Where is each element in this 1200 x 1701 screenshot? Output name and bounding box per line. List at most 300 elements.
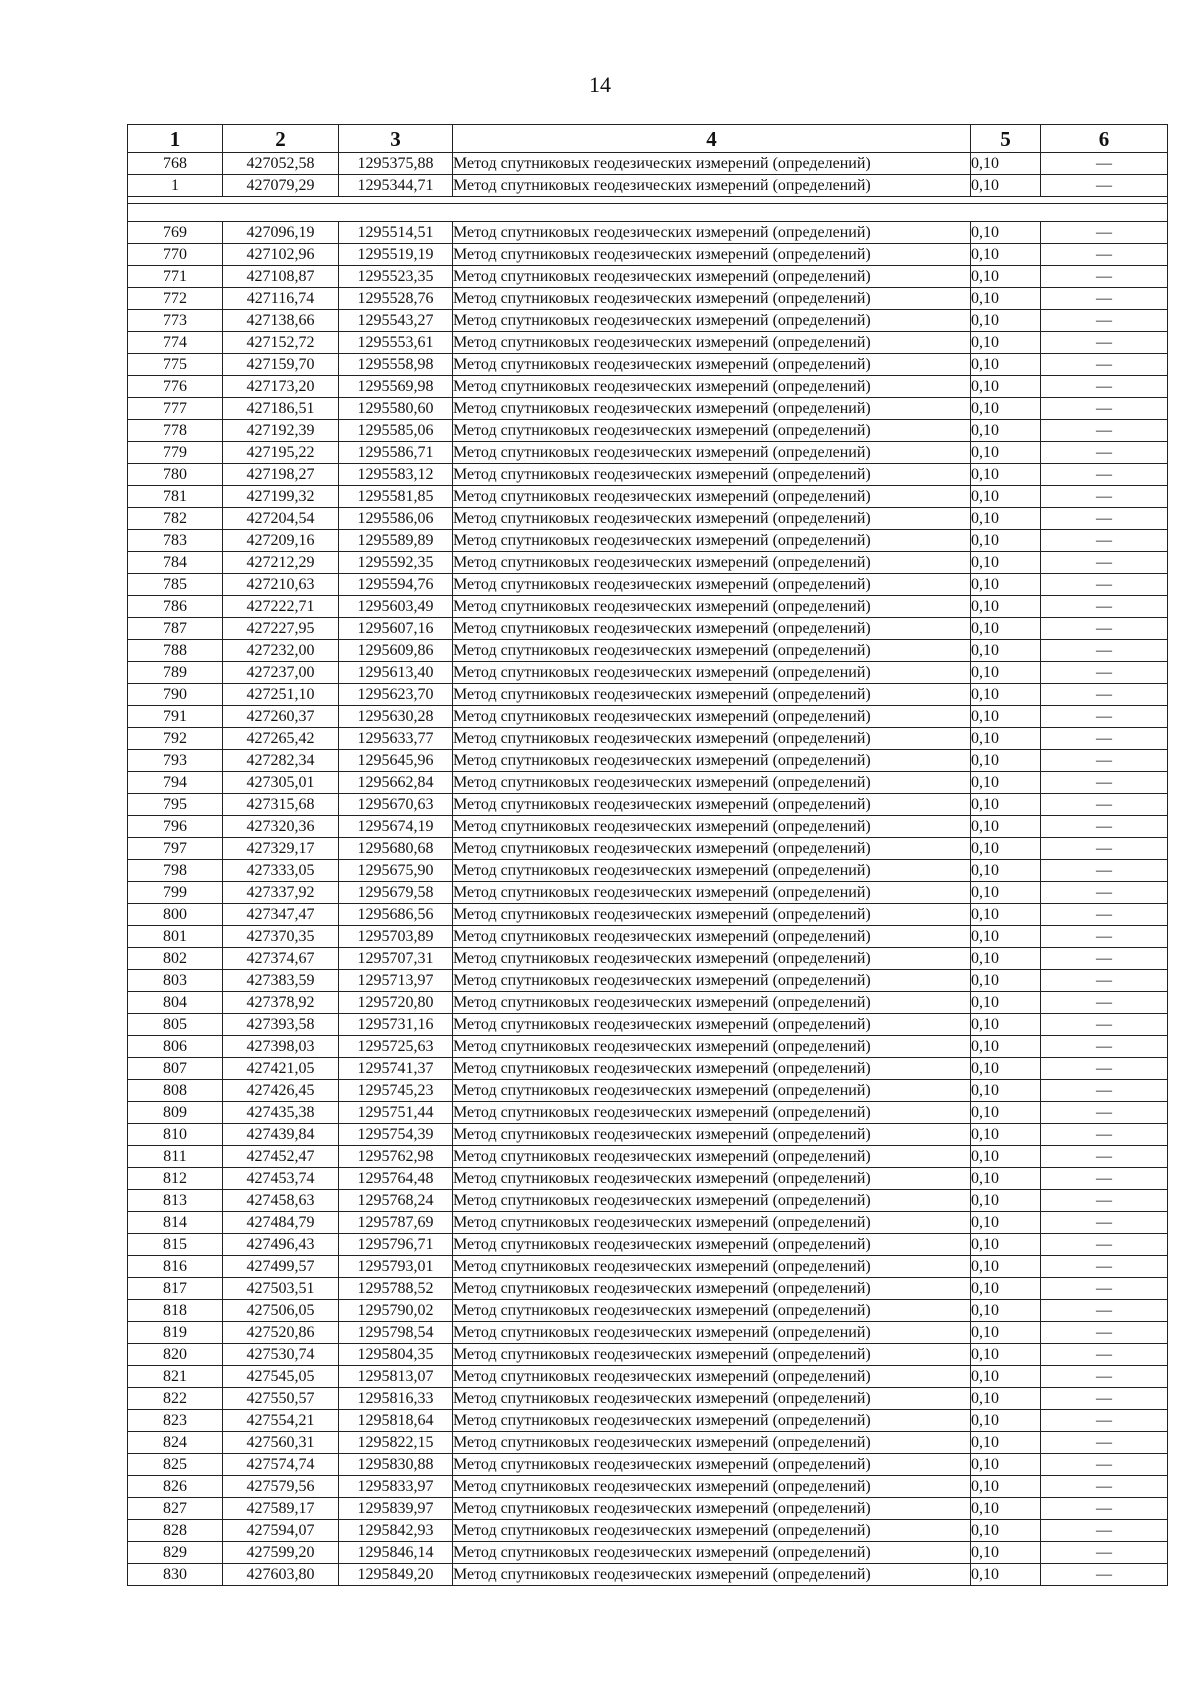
column-header-6: 6: [1041, 125, 1168, 153]
empty-row: [128, 204, 1168, 222]
table-row: [128, 398, 1168, 420]
x-coordinate-cell: 427347,47: [223, 904, 339, 926]
point-number-cell: 1: [128, 175, 223, 197]
coordinates-table: [127, 124, 1168, 1586]
note-cell: —: [1041, 1344, 1168, 1366]
x-coordinate-cell: 427458,63: [223, 1190, 339, 1212]
error-cell: 0,10: [971, 1124, 1041, 1146]
point-number-cell: 782: [128, 508, 223, 530]
y-coordinate-cell: 1295707,31: [339, 948, 453, 970]
x-coordinate-cell: 427589,17: [223, 1498, 339, 1520]
note-cell: —: [1041, 266, 1168, 288]
point-number-cell: 830: [128, 1564, 223, 1586]
table-row: [128, 1410, 1168, 1432]
table-row: [128, 1234, 1168, 1256]
y-coordinate-cell: 1295796,71: [339, 1234, 453, 1256]
table-row: [128, 1344, 1168, 1366]
point-number-cell: 773: [128, 310, 223, 332]
point-number-cell: 774: [128, 332, 223, 354]
note-cell: —: [1041, 794, 1168, 816]
method-cell: Метод спутниковых геодезических измерений (определений): [453, 574, 971, 596]
note-cell: —: [1041, 376, 1168, 398]
y-coordinate-cell: 1295630,28: [339, 706, 453, 728]
point-number-cell: 828: [128, 1520, 223, 1542]
x-coordinate-cell: 427530,74: [223, 1344, 339, 1366]
method-cell: Метод спутниковых геодезических измерений (определений): [453, 1366, 971, 1388]
point-number-cell: 779: [128, 442, 223, 464]
x-coordinate-cell: 427545,05: [223, 1366, 339, 1388]
x-coordinate-cell: 427337,92: [223, 882, 339, 904]
note-cell: —: [1041, 728, 1168, 750]
error-cell: 0,10: [971, 442, 1041, 464]
y-coordinate-cell: 1295633,77: [339, 728, 453, 750]
x-coordinate-cell: 427452,47: [223, 1146, 339, 1168]
point-number-cell: 824: [128, 1432, 223, 1454]
x-coordinate-cell: 427603,80: [223, 1564, 339, 1586]
x-coordinate-cell: 427506,05: [223, 1300, 339, 1322]
error-cell: 0,10: [971, 794, 1041, 816]
point-number-cell: 791: [128, 706, 223, 728]
note-cell: —: [1041, 596, 1168, 618]
point-number-cell: 794: [128, 772, 223, 794]
x-coordinate-cell: 427496,43: [223, 1234, 339, 1256]
separator-row: [128, 197, 1168, 204]
y-coordinate-cell: 1295804,35: [339, 1344, 453, 1366]
table-row: [128, 1300, 1168, 1322]
error-cell: 0,10: [971, 1454, 1041, 1476]
table-row: [128, 266, 1168, 288]
error-cell: 0,10: [971, 222, 1041, 244]
error-cell: 0,10: [971, 376, 1041, 398]
method-cell: Метод спутниковых геодезических измерений (определений): [453, 1256, 971, 1278]
x-coordinate-cell: 427116,74: [223, 288, 339, 310]
y-coordinate-cell: 1295569,98: [339, 376, 453, 398]
point-number-cell: 813: [128, 1190, 223, 1212]
error-cell: 0,10: [971, 1498, 1041, 1520]
error-cell: 0,10: [971, 750, 1041, 772]
error-cell: 0,10: [971, 1014, 1041, 1036]
point-number-cell: 821: [128, 1366, 223, 1388]
error-cell: 0,10: [971, 618, 1041, 640]
point-number-cell: 772: [128, 288, 223, 310]
method-cell: Метод спутниковых геодезических измерений (определений): [453, 1388, 971, 1410]
error-cell: 0,10: [971, 1564, 1041, 1586]
method-cell: Метод спутниковых геодезических измерений (определений): [453, 794, 971, 816]
error-cell: 0,10: [971, 1168, 1041, 1190]
point-number-cell: 785: [128, 574, 223, 596]
table-row: [128, 1190, 1168, 1212]
method-cell: Метод спутниковых геодезических измерений (определений): [453, 398, 971, 420]
point-number-cell: 803: [128, 970, 223, 992]
note-cell: —: [1041, 926, 1168, 948]
y-coordinate-cell: 1295790,02: [339, 1300, 453, 1322]
error-cell: 0,10: [971, 508, 1041, 530]
method-cell: Метод спутниковых геодезических измерений (определений): [453, 266, 971, 288]
error-cell: 0,10: [971, 1190, 1041, 1212]
table-row: [128, 153, 1168, 175]
y-coordinate-cell: 1295731,16: [339, 1014, 453, 1036]
method-cell: Метод спутниковых геодезических измерений (определений): [453, 1278, 971, 1300]
x-coordinate-cell: 427453,74: [223, 1168, 339, 1190]
separator-cell: [128, 197, 1168, 204]
error-cell: 0,10: [971, 398, 1041, 420]
y-coordinate-cell: 1295609,86: [339, 640, 453, 662]
table-row: [128, 662, 1168, 684]
error-cell: 0,10: [971, 816, 1041, 838]
error-cell: 0,10: [971, 332, 1041, 354]
table-row: [128, 904, 1168, 926]
table-row: [128, 860, 1168, 882]
note-cell: —: [1041, 750, 1168, 772]
y-coordinate-cell: 1295798,54: [339, 1322, 453, 1344]
y-coordinate-cell: 1295594,76: [339, 574, 453, 596]
note-cell: —: [1041, 684, 1168, 706]
x-coordinate-cell: 427108,87: [223, 266, 339, 288]
method-cell: Метод спутниковых геодезических измерений (определений): [453, 486, 971, 508]
note-cell: —: [1041, 1256, 1168, 1278]
x-coordinate-cell: 427152,72: [223, 332, 339, 354]
error-cell: 0,10: [971, 1036, 1041, 1058]
y-coordinate-cell: 1295680,68: [339, 838, 453, 860]
x-coordinate-cell: 427052,58: [223, 153, 339, 175]
note-cell: —: [1041, 354, 1168, 376]
y-coordinate-cell: 1295645,96: [339, 750, 453, 772]
x-coordinate-cell: 427378,92: [223, 992, 339, 1014]
table-row: [128, 552, 1168, 574]
point-number-cell: 769: [128, 222, 223, 244]
error-cell: 0,10: [971, 992, 1041, 1014]
method-cell: Метод спутниковых геодезических измерений (определений): [453, 552, 971, 574]
y-coordinate-cell: 1295519,19: [339, 244, 453, 266]
note-cell: —: [1041, 772, 1168, 794]
method-cell: Метод спутниковых геодезических измерений (определений): [453, 332, 971, 354]
method-cell: Метод спутниковых геодезических измерений (определений): [453, 244, 971, 266]
table-row: [128, 530, 1168, 552]
point-number-cell: 789: [128, 662, 223, 684]
point-number-cell: 816: [128, 1256, 223, 1278]
note-cell: —: [1041, 508, 1168, 530]
point-number-cell: 793: [128, 750, 223, 772]
y-coordinate-cell: 1295818,64: [339, 1410, 453, 1432]
note-cell: —: [1041, 816, 1168, 838]
table-row: [128, 1366, 1168, 1388]
method-cell: Метод спутниковых геодезических измерений (определений): [453, 904, 971, 926]
column-header-3: 3: [339, 125, 453, 153]
x-coordinate-cell: 427398,03: [223, 1036, 339, 1058]
method-cell: Метод спутниковых геодезических измерений (определений): [453, 1146, 971, 1168]
y-coordinate-cell: 1295713,97: [339, 970, 453, 992]
error-cell: 0,10: [971, 244, 1041, 266]
point-number-cell: 770: [128, 244, 223, 266]
point-number-cell: 796: [128, 816, 223, 838]
error-cell: 0,10: [971, 1278, 1041, 1300]
y-coordinate-cell: 1295514,51: [339, 222, 453, 244]
error-cell: 0,10: [971, 882, 1041, 904]
y-coordinate-cell: 1295523,35: [339, 266, 453, 288]
x-coordinate-cell: 427520,86: [223, 1322, 339, 1344]
x-coordinate-cell: 427186,51: [223, 398, 339, 420]
y-coordinate-cell: 1295580,60: [339, 398, 453, 420]
error-cell: 0,10: [971, 1058, 1041, 1080]
note-cell: —: [1041, 310, 1168, 332]
note-cell: —: [1041, 1080, 1168, 1102]
y-coordinate-cell: 1295849,20: [339, 1564, 453, 1586]
table-row: [128, 508, 1168, 530]
method-cell: Метод спутниковых геодезических измерений (определений): [453, 1454, 971, 1476]
point-number-cell: 814: [128, 1212, 223, 1234]
note-cell: —: [1041, 640, 1168, 662]
point-number-cell: 802: [128, 948, 223, 970]
y-coordinate-cell: 1295846,14: [339, 1542, 453, 1564]
x-coordinate-cell: 427374,67: [223, 948, 339, 970]
table-row: [128, 1542, 1168, 1564]
error-cell: 0,10: [971, 772, 1041, 794]
method-cell: Метод спутниковых геодезических измерений (определений): [453, 1080, 971, 1102]
column-header-5: 5: [971, 125, 1041, 153]
point-number-cell: 804: [128, 992, 223, 1014]
note-cell: —: [1041, 1124, 1168, 1146]
point-number-cell: 780: [128, 464, 223, 486]
note-cell: —: [1041, 222, 1168, 244]
x-coordinate-cell: 427426,45: [223, 1080, 339, 1102]
point-number-cell: 812: [128, 1168, 223, 1190]
note-cell: —: [1041, 1234, 1168, 1256]
error-cell: 0,10: [971, 420, 1041, 442]
y-coordinate-cell: 1295703,89: [339, 926, 453, 948]
error-cell: 0,10: [971, 860, 1041, 882]
method-cell: Метод спутниковых геодезических измерений (определений): [453, 1168, 971, 1190]
note-cell: —: [1041, 398, 1168, 420]
table-row: [128, 1278, 1168, 1300]
x-coordinate-cell: 427550,57: [223, 1388, 339, 1410]
point-number-cell: 781: [128, 486, 223, 508]
note-cell: —: [1041, 486, 1168, 508]
note-cell: —: [1041, 153, 1168, 175]
point-number-cell: 818: [128, 1300, 223, 1322]
y-coordinate-cell: 1295762,98: [339, 1146, 453, 1168]
table-row: [128, 574, 1168, 596]
x-coordinate-cell: 427484,79: [223, 1212, 339, 1234]
note-cell: —: [1041, 1564, 1168, 1586]
table-row: [128, 816, 1168, 838]
x-coordinate-cell: 427594,07: [223, 1520, 339, 1542]
error-cell: 0,10: [971, 1080, 1041, 1102]
method-cell: Метод спутниковых геодезических измерений (определений): [453, 684, 971, 706]
table-row: [128, 310, 1168, 332]
y-coordinate-cell: 1295833,97: [339, 1476, 453, 1498]
y-coordinate-cell: 1295816,33: [339, 1388, 453, 1410]
x-coordinate-cell: 427138,66: [223, 310, 339, 332]
point-number-cell: 786: [128, 596, 223, 618]
note-cell: —: [1041, 1542, 1168, 1564]
method-cell: Метод спутниковых геодезических измерений (определений): [453, 508, 971, 530]
table-row: [128, 970, 1168, 992]
note-cell: —: [1041, 1146, 1168, 1168]
table-row: [128, 728, 1168, 750]
method-cell: Метод спутниковых геодезических измерений (определений): [453, 882, 971, 904]
table-row: [128, 684, 1168, 706]
y-coordinate-cell: 1295745,23: [339, 1080, 453, 1102]
x-coordinate-cell: 427435,38: [223, 1102, 339, 1124]
point-number-cell: 827: [128, 1498, 223, 1520]
table-row: [128, 1322, 1168, 1344]
table-row: [128, 1058, 1168, 1080]
method-cell: Метод спутниковых геодезических измерений (определений): [453, 175, 971, 197]
table-row: [128, 464, 1168, 486]
error-cell: 0,10: [971, 684, 1041, 706]
y-coordinate-cell: 1295751,44: [339, 1102, 453, 1124]
method-cell: Метод спутниковых геодезических измерений (определений): [453, 1014, 971, 1036]
x-coordinate-cell: 427204,54: [223, 508, 339, 530]
point-number-cell: 806: [128, 1036, 223, 1058]
error-cell: 0,10: [971, 838, 1041, 860]
method-cell: Метод спутниковых геодезических измерений (определений): [453, 1476, 971, 1498]
x-coordinate-cell: 427333,05: [223, 860, 339, 882]
method-cell: Метод спутниковых геодезических измерений (определений): [453, 1124, 971, 1146]
error-cell: 0,10: [971, 354, 1041, 376]
point-number-cell: 776: [128, 376, 223, 398]
point-number-cell: 777: [128, 398, 223, 420]
table-row: [128, 288, 1168, 310]
x-coordinate-cell: 427192,39: [223, 420, 339, 442]
method-cell: Метод спутниковых геодезических измерений (определений): [453, 1410, 971, 1432]
error-cell: 0,10: [971, 1388, 1041, 1410]
table-row: [128, 486, 1168, 508]
y-coordinate-cell: 1295586,06: [339, 508, 453, 530]
point-number-cell: 811: [128, 1146, 223, 1168]
error-cell: 0,10: [971, 486, 1041, 508]
method-cell: Метод спутниковых геодезических измерений (определений): [453, 728, 971, 750]
y-coordinate-cell: 1295764,48: [339, 1168, 453, 1190]
x-coordinate-cell: 427260,37: [223, 706, 339, 728]
point-number-cell: 768: [128, 153, 223, 175]
method-cell: Метод спутниковых геодезических измерений (определений): [453, 1234, 971, 1256]
note-cell: —: [1041, 574, 1168, 596]
error-cell: 0,10: [971, 574, 1041, 596]
x-coordinate-cell: 427499,57: [223, 1256, 339, 1278]
method-cell: Метод спутниковых геодезических измерений (определений): [453, 1432, 971, 1454]
x-coordinate-cell: 427232,00: [223, 640, 339, 662]
y-coordinate-cell: 1295725,63: [339, 1036, 453, 1058]
method-cell: Метод спутниковых геодезических измерений (определений): [453, 706, 971, 728]
error-cell: 0,10: [971, 310, 1041, 332]
note-cell: —: [1041, 970, 1168, 992]
y-coordinate-cell: 1295787,69: [339, 1212, 453, 1234]
table-row: [128, 948, 1168, 970]
point-number-cell: 800: [128, 904, 223, 926]
note-cell: —: [1041, 882, 1168, 904]
point-number-cell: 798: [128, 860, 223, 882]
error-cell: 0,10: [971, 1366, 1041, 1388]
table-row: [128, 244, 1168, 266]
method-cell: Метод спутниковых геодезических измерений (определений): [453, 288, 971, 310]
table-header-row: [128, 125, 1168, 153]
x-coordinate-cell: 427079,29: [223, 175, 339, 197]
x-coordinate-cell: 427383,59: [223, 970, 339, 992]
x-coordinate-cell: 427159,70: [223, 354, 339, 376]
y-coordinate-cell: 1295586,71: [339, 442, 453, 464]
x-coordinate-cell: 427320,36: [223, 816, 339, 838]
error-cell: 0,10: [971, 1542, 1041, 1564]
x-coordinate-cell: 427237,00: [223, 662, 339, 684]
method-cell: Метод спутниковых геодезических измерений (определений): [453, 1212, 971, 1234]
table-row: [128, 1476, 1168, 1498]
method-cell: Метод спутниковых геодезических измерений (определений): [453, 618, 971, 640]
point-number-cell: 823: [128, 1410, 223, 1432]
error-cell: 0,10: [971, 288, 1041, 310]
note-cell: —: [1041, 948, 1168, 970]
note-cell: —: [1041, 1454, 1168, 1476]
method-cell: Метод спутниковых геодезических измерений (определений): [453, 992, 971, 1014]
table-row: [128, 1212, 1168, 1234]
method-cell: Метод спутниковых геодезических измерений (определений): [453, 1058, 971, 1080]
error-cell: 0,10: [971, 904, 1041, 926]
x-coordinate-cell: 427574,74: [223, 1454, 339, 1476]
method-cell: Метод спутниковых геодезических измерений (определений): [453, 772, 971, 794]
table-row: [128, 1498, 1168, 1520]
note-cell: —: [1041, 1102, 1168, 1124]
table-row: [128, 618, 1168, 640]
y-coordinate-cell: 1295585,06: [339, 420, 453, 442]
method-cell: Метод спутниковых геодезических измерений (определений): [453, 420, 971, 442]
method-cell: Метод спутниковых геодезических измерений (определений): [453, 1542, 971, 1564]
point-number-cell: 820: [128, 1344, 223, 1366]
y-coordinate-cell: 1295768,24: [339, 1190, 453, 1212]
note-cell: —: [1041, 992, 1168, 1014]
method-cell: Метод спутниковых геодезических измерений (определений): [453, 310, 971, 332]
error-cell: 0,10: [971, 970, 1041, 992]
point-number-cell: 829: [128, 1542, 223, 1564]
note-cell: —: [1041, 860, 1168, 882]
note-cell: —: [1041, 662, 1168, 684]
point-number-cell: 799: [128, 882, 223, 904]
y-coordinate-cell: 1295613,40: [339, 662, 453, 684]
point-number-cell: 778: [128, 420, 223, 442]
method-cell: Метод спутниковых геодезических измерений (определений): [453, 640, 971, 662]
method-cell: Метод спутниковых геодезических измерений (определений): [453, 816, 971, 838]
method-cell: Метод спутниковых геодезических измерений (определений): [453, 838, 971, 860]
table-row: [128, 1168, 1168, 1190]
note-cell: —: [1041, 706, 1168, 728]
note-cell: —: [1041, 1300, 1168, 1322]
x-coordinate-cell: 427579,56: [223, 1476, 339, 1498]
x-coordinate-cell: 427560,31: [223, 1432, 339, 1454]
y-coordinate-cell: 1295830,88: [339, 1454, 453, 1476]
note-cell: —: [1041, 420, 1168, 442]
note-cell: —: [1041, 904, 1168, 926]
x-coordinate-cell: 427282,34: [223, 750, 339, 772]
note-cell: —: [1041, 244, 1168, 266]
table-body: [128, 153, 1168, 1586]
error-cell: 0,10: [971, 1102, 1041, 1124]
table-row: [128, 1454, 1168, 1476]
y-coordinate-cell: 1295842,93: [339, 1520, 453, 1542]
empty-cell: [128, 204, 1168, 222]
point-number-cell: 805: [128, 1014, 223, 1036]
method-cell: Метод спутниковых геодезических измерений (определений): [453, 464, 971, 486]
x-coordinate-cell: 427209,16: [223, 530, 339, 552]
note-cell: —: [1041, 1520, 1168, 1542]
y-coordinate-cell: 1295589,89: [339, 530, 453, 552]
table-row: [128, 772, 1168, 794]
method-cell: Метод спутниковых геодезических измерений (определений): [453, 530, 971, 552]
y-coordinate-cell: 1295675,90: [339, 860, 453, 882]
point-number-cell: 809: [128, 1102, 223, 1124]
error-cell: 0,10: [971, 596, 1041, 618]
y-coordinate-cell: 1295558,98: [339, 354, 453, 376]
point-number-cell: 810: [128, 1124, 223, 1146]
method-cell: Метод спутниковых геодезических измерений (определений): [453, 442, 971, 464]
